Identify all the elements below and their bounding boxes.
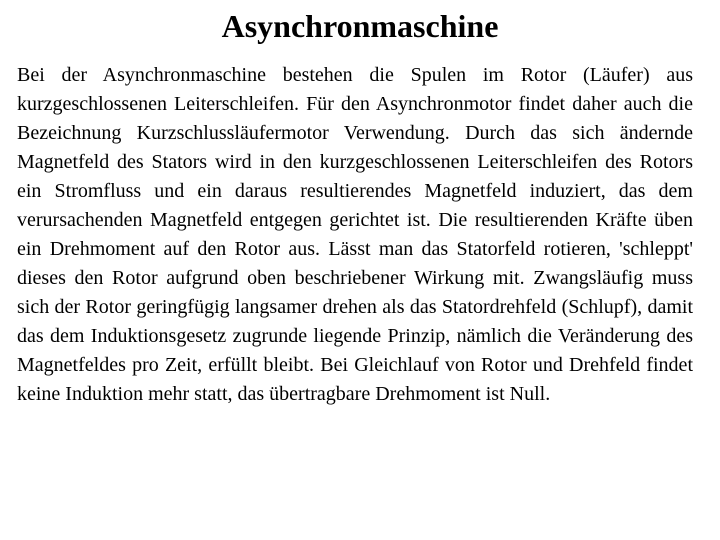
slide-title: Asynchronmaschine [221, 8, 499, 44]
body-paragraph: Bei der Asynchronmaschine bestehen die Spulen im Rotor (Läufer) aus kurzgeschlossenen Leiterschleifen. Für den Asynchronmotor findet daher auch die Bezeichnung Kurzschlussläufermotor Verwendung. Durch das sich ändernde Magnetfeld des Stators wird in den kurzgeschlossenen Leiterschleifen des Rotors ein Stromfluss und ein daraus resultierendes Magnetfeld induziert, das dem verursachenden Magnetfeld entgegen gerichtet ist. Die resultierenden Kräfte üben ein Drehmoment auf den Rotor aus. Lässt man das Statorfeld rotieren, 'schleppt' dieses den Rotor aufgrund oben beschriebener Wirkung mit. Zwangsläufig muss sich der Rotor geringfügig langsamer drehen als das Statordrehfeld (Schlupf), damit das dem Induktionsgesetz zugrunde liegende Prinzip, nämlich die Veränderung des Magnetfeldes pro Zeit, erfüllt bleibt. Bei Gleichlauf von Rotor und Drehfeld findet keine Induktion mehr statt, das übertragbare Drehmoment ist Null. [17, 64, 693, 405]
